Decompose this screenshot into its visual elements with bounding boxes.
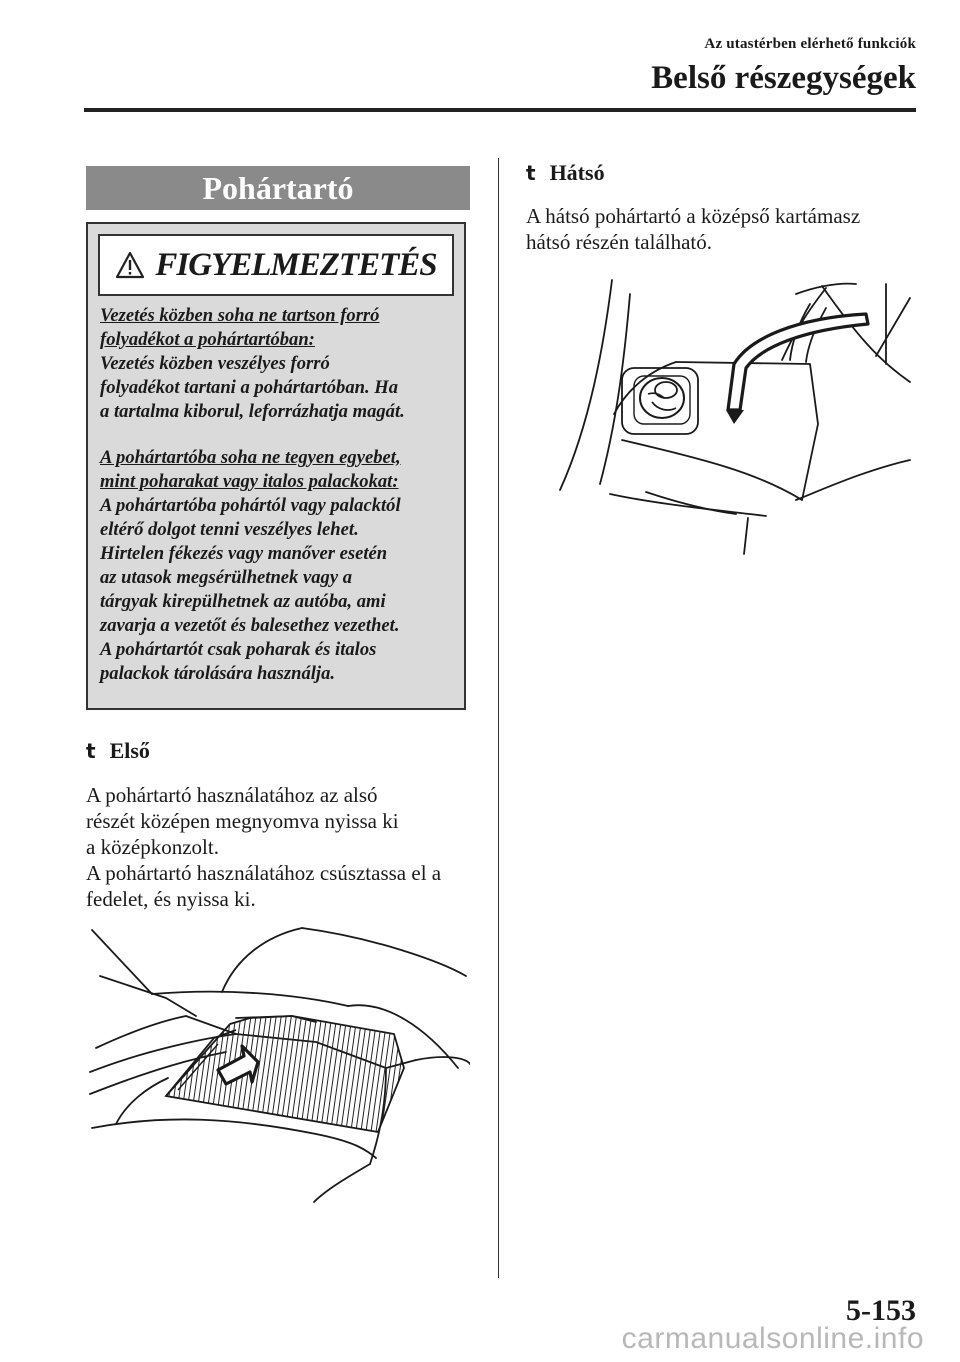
warning-heading-line: folyadékot a pohártartóban: bbox=[100, 329, 315, 350]
warning-text-line: A pohártartóba pohártól vagy palacktól bbox=[100, 495, 401, 516]
front-heading bbox=[86, 738, 150, 764]
bullet-marker: t bbox=[526, 161, 536, 185]
text-line: A pohártartó használatához csúsztassa el a bbox=[86, 861, 442, 885]
watermark: carmanualsonline.info bbox=[621, 1322, 924, 1355]
rear-heading bbox=[526, 160, 605, 186]
page-title: Belső részegységek bbox=[651, 60, 916, 96]
warning-text-line: palackok tárolására használja. bbox=[100, 663, 336, 684]
page-number: 5-153 bbox=[846, 1294, 916, 1327]
warning-triangle-icon bbox=[115, 251, 145, 279]
front-cupholder-illustration bbox=[86, 918, 470, 1204]
warning-text-line: folyadékot tartani a pohártartóban. Ha bbox=[100, 377, 399, 398]
text-line: a középkonzolt. bbox=[86, 835, 219, 859]
rear-heading-text: Hátsó bbox=[549, 160, 605, 185]
warning-text-line: a tartalma kiborul, leforrázhatja magát. bbox=[100, 401, 405, 422]
front-description bbox=[86, 782, 486, 912]
text-line: A hátsó pohártartó a középső kartámasz bbox=[526, 204, 861, 228]
text-line: hátsó részén található. bbox=[526, 230, 713, 254]
warning-heading-line: Vezetés közben soha ne tartson forró bbox=[100, 305, 380, 326]
warning-text-line: tárgyak kirepülhetnek az autóba, ami bbox=[100, 591, 386, 612]
warning-text-line: A pohártartót csak poharak és italos bbox=[100, 639, 377, 660]
warning-text-line: Hirtelen fékezés vagy manőver esetén bbox=[100, 543, 388, 564]
text-line: részét középen megnyomva nyissa ki bbox=[86, 809, 399, 833]
warning-header bbox=[98, 234, 454, 296]
text-line: fedelet, és nyissa ki. bbox=[86, 887, 256, 911]
column-divider bbox=[498, 158, 499, 1278]
warning-label: FIGYELMEZTETÉS bbox=[155, 246, 437, 283]
rear-description bbox=[526, 203, 926, 255]
warning-text-line: eltérő dolgot tenni veszélyes lehet. bbox=[100, 519, 359, 540]
section-title: Pohártartó bbox=[86, 166, 470, 210]
rear-cupholder-illustration bbox=[526, 264, 916, 564]
bullet-marker: t bbox=[86, 739, 96, 763]
text-line: A pohártartó használatához az alsó bbox=[86, 783, 378, 807]
warning-text-line: Vezetés közben veszélyes forró bbox=[100, 353, 330, 374]
header-rule bbox=[84, 108, 916, 112]
warning-heading-line: mint poharakat vagy italos palackokat: bbox=[100, 471, 399, 492]
front-heading-text: Első bbox=[109, 738, 150, 763]
warning-heading-line: A pohártartóba soha ne tegyen egyebet, bbox=[100, 447, 401, 468]
warning-text-line: az utasok megsérülhetnek vagy a bbox=[100, 567, 353, 588]
warning-box bbox=[86, 222, 466, 710]
chapter-title: Az utastérben elérhető funkciók bbox=[704, 36, 916, 52]
warning-body bbox=[100, 304, 460, 686]
warning-text-line: zavarja a vezetőt és balesethez vezethet. bbox=[100, 615, 400, 636]
